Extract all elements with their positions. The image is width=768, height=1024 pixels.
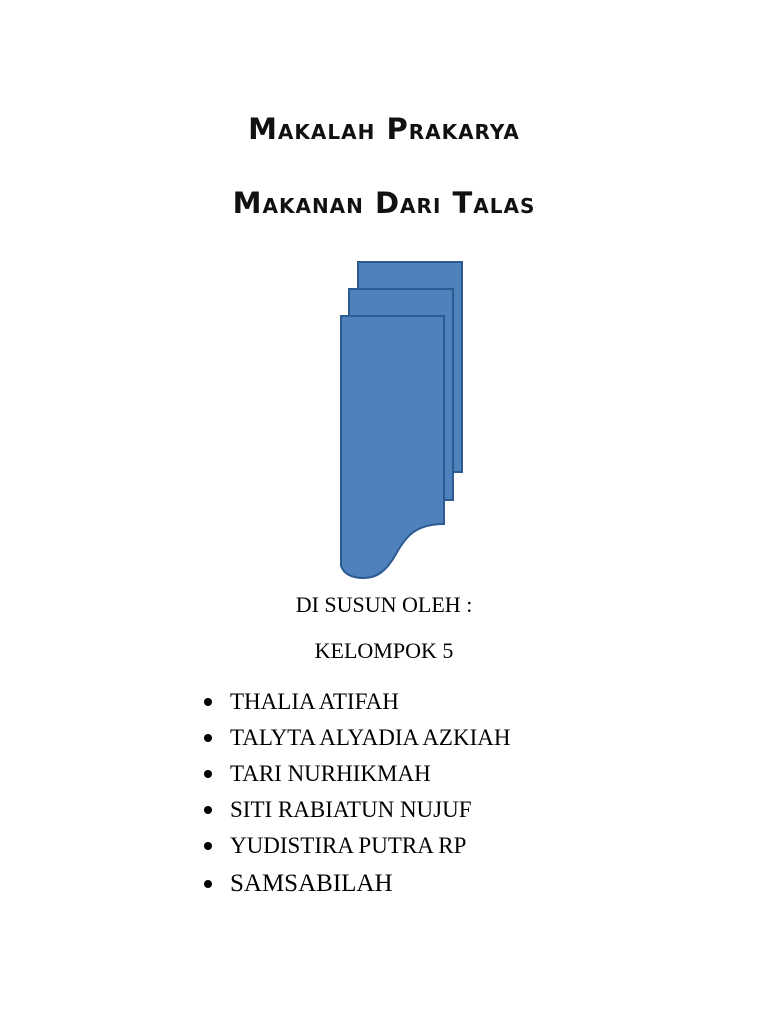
member-item xyxy=(204,828,510,864)
member-item xyxy=(204,792,510,828)
bullet-icon xyxy=(204,806,212,814)
member-name: YUDISTIRA PUTRA RP xyxy=(230,833,467,858)
member-item xyxy=(204,756,510,792)
member-item xyxy=(204,684,510,720)
bullet-icon xyxy=(204,698,212,706)
group-label: KELOMPOK 5 xyxy=(314,638,454,663)
member-list xyxy=(204,684,510,904)
member-item xyxy=(204,720,510,756)
bullet-icon xyxy=(204,880,212,888)
bullet-icon xyxy=(204,734,212,742)
member-item xyxy=(204,864,510,904)
member-name: SITI RABIATUN NUJUF xyxy=(230,797,472,822)
document-shape-front xyxy=(341,316,444,578)
stacked-document-shape xyxy=(336,256,470,586)
byline: DI SUSUN OLEH : xyxy=(295,592,473,617)
title-line-1: Makalah Prakarya xyxy=(248,112,520,146)
bullet-icon xyxy=(204,770,212,778)
member-name: THALIA ATIFAH xyxy=(230,689,399,714)
bullet-icon xyxy=(204,842,212,850)
title-line-2: Makanan Dari Talas xyxy=(232,186,536,220)
member-name: TARI NURHIKMAH xyxy=(230,761,431,786)
member-name: SAMSABILAH xyxy=(230,870,393,897)
member-name: TALYTA ALYADIA AZKIAH xyxy=(230,725,511,750)
